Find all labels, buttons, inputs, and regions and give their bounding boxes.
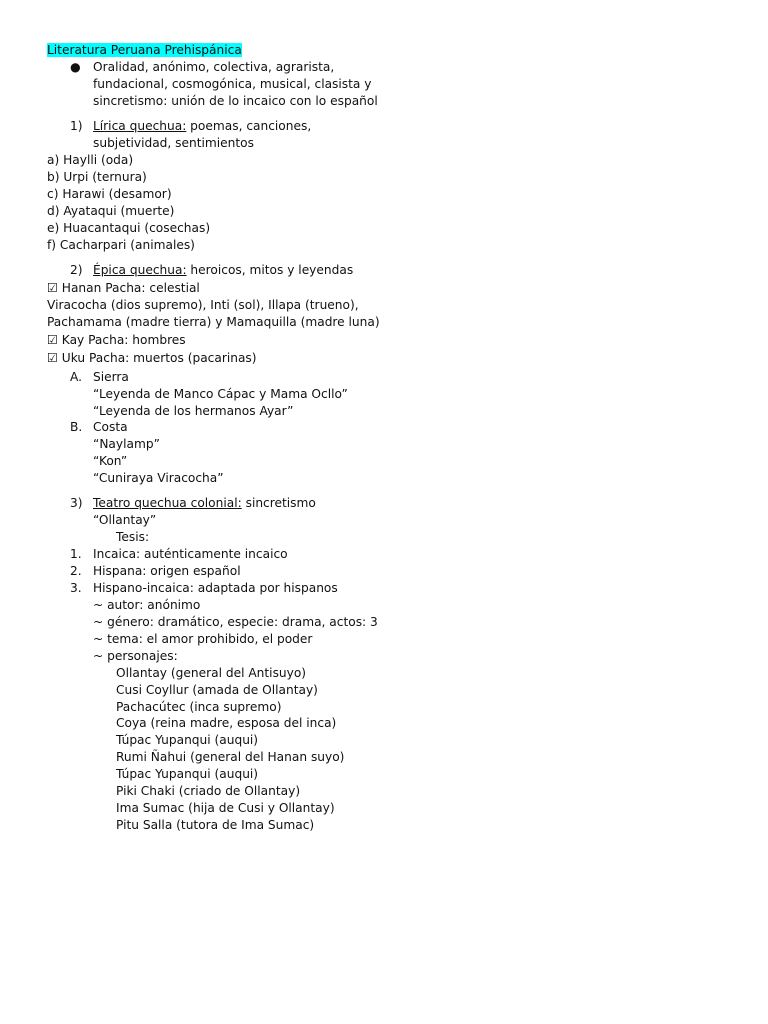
character-item: Pitu Salla (tutora de Ima Sumac) [116,818,315,832]
epica-line: ☑ Hanan Pacha: celestial [47,281,200,295]
teatro-detail: ~ autor: anónimo [93,598,201,612]
character-item: Túpac Yupanqui (auqui) [116,767,259,781]
thesis-text: Hispana: origen español [93,564,241,578]
teatro-heading: Teatro quechua colonial: [93,496,242,510]
document-title [47,42,242,59]
costa-item: “Kon” [93,454,128,468]
thesis-number: 3. [70,581,82,595]
epica-line: Pachamama (madre tierra) y Mamaquilla (madre luna) [47,315,380,329]
teatro-detail: ~ género: dramático, especie: drama, actos: 3 [93,615,378,629]
intro-line-1: Oralidad, anónimo, colectiva, agrarista, [93,60,335,74]
lirica-heading-rest: poemas, canciones, [186,119,312,133]
epica-line: Viracocha (dios supremo), Inti (sol), Illapa (trueno), [47,298,359,312]
epica-heading: Épica quechua: [93,263,187,277]
character-item: Piki Chaki (criado de Ollantay) [116,784,301,798]
character-item: Coya (reina madre, esposa del inca) [116,716,337,730]
lirica-item: e) Huacantaqui (cosechas) [47,221,211,235]
character-item: Pachacútec (inca supremo) [116,700,282,714]
intro-line-2: fundacional, cosmogónica, musical, clasista y [93,77,372,91]
epica-line: ☑ Kay Pacha: hombres [47,333,186,347]
teatro-detail: ~ tema: el amor prohibido, el poder [93,632,313,646]
intro-line-3: sincretismo: unión de lo incaico con lo español [93,94,378,108]
sierra-item: “Leyenda de los hermanos Ayar” [93,404,294,418]
lirica-heading-line-2: subjetividad, sentimientos [93,136,254,150]
costa-item: “Naylamp” [93,437,160,451]
teatro-tesis: Tesis: [116,530,150,544]
lirica-item: f) Cacharpari (animales) [47,238,195,252]
teatro-heading-rest: sincretismo [241,496,316,510]
character-item: Rumi Ñahui (general del Hanan suyo) [116,750,345,764]
character-item: Cusi Coyllur (amada de Ollantay) [116,683,318,697]
sierra-marker: A. [70,370,82,384]
teatro-work: “Ollantay” [93,513,157,527]
epica-line: ☑ Uku Pacha: muertos (pacarinas) [47,351,257,365]
teatro-detail: ~ personajes: [93,649,178,663]
lirica-item: a) Haylli (oda) [47,153,134,167]
teatro-number: 3) [70,496,83,510]
title-highlight: Literatura Peruana Prehispánica [47,43,242,57]
teatro-heading-line [93,495,316,512]
character-item: Ollantay (general del Antisuyo) [116,666,307,680]
epica-heading-line [93,262,353,279]
lirica-heading: Lírica quechua: [93,119,187,133]
thesis-text: Incaica: auténticamente incaico [93,547,288,561]
lirica-item: b) Urpi (ternura) [47,170,147,184]
character-item: Ima Sumac (hija de Cusi y Ollantay) [116,801,335,815]
epica-number: 2) [70,263,83,277]
sierra-item: “Leyenda de Manco Cápac y Mama Ocllo” [93,387,348,401]
character-item: Túpac Yupanqui (auqui) [116,733,259,747]
thesis-text: Hispano-incaica: adaptada por hispanos [93,581,338,595]
epica-heading-rest: heroicos, mitos y leyendas [186,263,354,277]
lirica-heading-line [93,118,311,135]
lirica-item: d) Ayataqui (muerte) [47,204,175,218]
costa-label: Costa [93,420,128,434]
lirica-item: c) Harawi (desamor) [47,187,172,201]
intro-bullet: ● [70,60,81,74]
costa-item: “Cuniraya Viracocha” [93,471,224,485]
thesis-number: 2. [70,564,82,578]
thesis-number: 1. [70,547,82,561]
costa-marker: B. [70,420,83,434]
sierra-label: Sierra [93,370,129,384]
lirica-number: 1) [70,119,83,133]
